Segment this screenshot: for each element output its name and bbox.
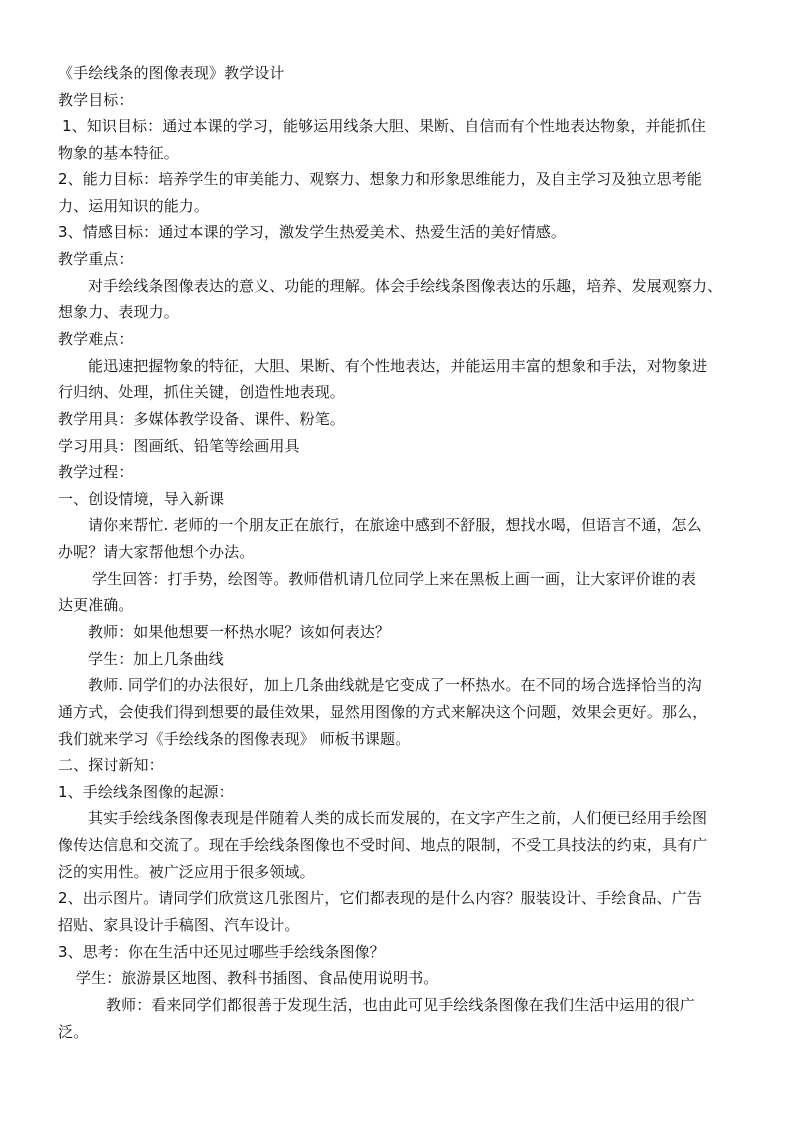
section-1-student-answer: 学生：加上几条曲线 bbox=[88, 650, 224, 668]
objective-2-line-1: 2、能力目标：培养学生的审美能力、观察力、想象力和形象思维能力，及自主学习及独立思考能 bbox=[58, 170, 702, 188]
learning-tools: 学习用具：图画纸、铅笔等绘画用具 bbox=[58, 437, 300, 455]
section-2-item-2-line-2: 招贴、家具设计手稿图、汽车设计。 bbox=[58, 916, 300, 934]
section-1-paragraph-1-line-2: 办呢？请大家帮他想个办法。 bbox=[58, 543, 255, 561]
objective-3: 3、情感目标：通过本课的学习，激发学生热爱美术、热爱生活的美好情感。 bbox=[58, 223, 566, 241]
section-1-paragraph-3-line-3: 我们就来学习《手绘线条的图像表现》 师板书课题。 bbox=[58, 730, 411, 748]
section-1-paragraph-1-line-1: 请你来帮忙. 老师的一个朋友正在旅行，在旅途中感到不舒服，想找水喝，但语言不通，怎么 bbox=[88, 516, 702, 534]
section-2-item-3-heading: 3、思考：你在生活中还见过哪些手绘线条图像？ bbox=[58, 943, 385, 961]
objective-1-line-1: 1、知识目标：通过本课的学习，能够运用线条大胆、果断、自信而有个性地表达物象，并能抓住 bbox=[62, 117, 706, 135]
objective-1-line-2: 物象的基本特征。 bbox=[58, 144, 179, 162]
section-1-paragraph-3-line-2: 通方式，会使我们得到想要的最佳效果，显然用图像的方式来解决这个问题，效果会更好。那么， bbox=[58, 703, 708, 721]
section-1-teacher-question: 教师：如果他想要一杯热水呢？该如何表达？ bbox=[88, 623, 391, 641]
process-heading: 教学过程： bbox=[58, 463, 134, 481]
section-2-teacher-line-1: 教师：看来同学们都很善于发现生活，也由此可见手绘线条图像在我们生活中运用的很广 bbox=[106, 996, 695, 1014]
section-2-item-1-line-2: 像传达信息和交流了。现在手绘线条图像也不受时间、地点的限制，不受工具技法的约束，具有广 bbox=[58, 836, 708, 854]
section-1-paragraph-2-line-2: 达更准确。 bbox=[58, 596, 134, 614]
section-2-item-1-line-1: 其实手绘线条图像表现是伴随着人类的成长而发展的，在文字产生之前，人们便已经用手绘图 bbox=[88, 809, 708, 827]
section-2-student-answer: 学生：旅游景区地图、教科书插图、食品使用说明书。 bbox=[76, 969, 439, 987]
objective-2-line-2: 力、运用知识的能力。 bbox=[58, 197, 210, 215]
objectives-heading: 教学目标： bbox=[58, 91, 134, 109]
document-title: 《手绘线条的图像表现》教学设计 bbox=[58, 64, 285, 82]
key-points-heading: 教学重点： bbox=[58, 250, 134, 268]
key-points-line-1: 对手绘线条图像表达的意义、功能的理解。体会手绘线条图像表达的乐趣，培养、发展观察力、 bbox=[88, 277, 723, 295]
section-1-paragraph-2-line-1: 学生回答：打手势，绘图等。教师借机请几位同学上来在黑板上画一画，让大家评价谁的表 bbox=[92, 570, 697, 588]
difficulties-line-1: 能迅速把握物象的特征，大胆、果断、有个性地表达，并能运用丰富的想象和手法，对物象进 bbox=[88, 357, 708, 375]
teaching-tools: 教学用具：多媒体教学设备、课件、粉笔。 bbox=[58, 410, 345, 428]
key-points-line-2: 想象力、表现力。 bbox=[58, 303, 179, 321]
section-2-heading: 二、探讨新知： bbox=[58, 756, 164, 774]
section-1-paragraph-3-line-1: 教师. 同学们的办法很好，加上几条曲线就是它变成了一杯热水。在不同的场合选择恰当的沟 bbox=[88, 676, 702, 694]
section-2-item-2-line-1: 2、出示图片。请同学们欣赏这几张图片，它们都表现的是什么内容？服装设计、手绘食品、广告 bbox=[58, 889, 702, 907]
difficulties-line-2: 行归纳、处理，抓住关键，创造性地表现。 bbox=[58, 383, 345, 401]
section-1-heading: 一、创设情境，导入新课 bbox=[58, 490, 225, 508]
section-2-item-1-line-3: 泛的实用性。被广泛应用于很多领域。 bbox=[58, 863, 315, 881]
section-2-item-1-heading: 1、手绘线条图像的起源： bbox=[58, 783, 234, 801]
section-2-teacher-line-2: 泛。 bbox=[58, 1023, 89, 1041]
difficulties-heading: 教学难点： bbox=[58, 330, 134, 348]
